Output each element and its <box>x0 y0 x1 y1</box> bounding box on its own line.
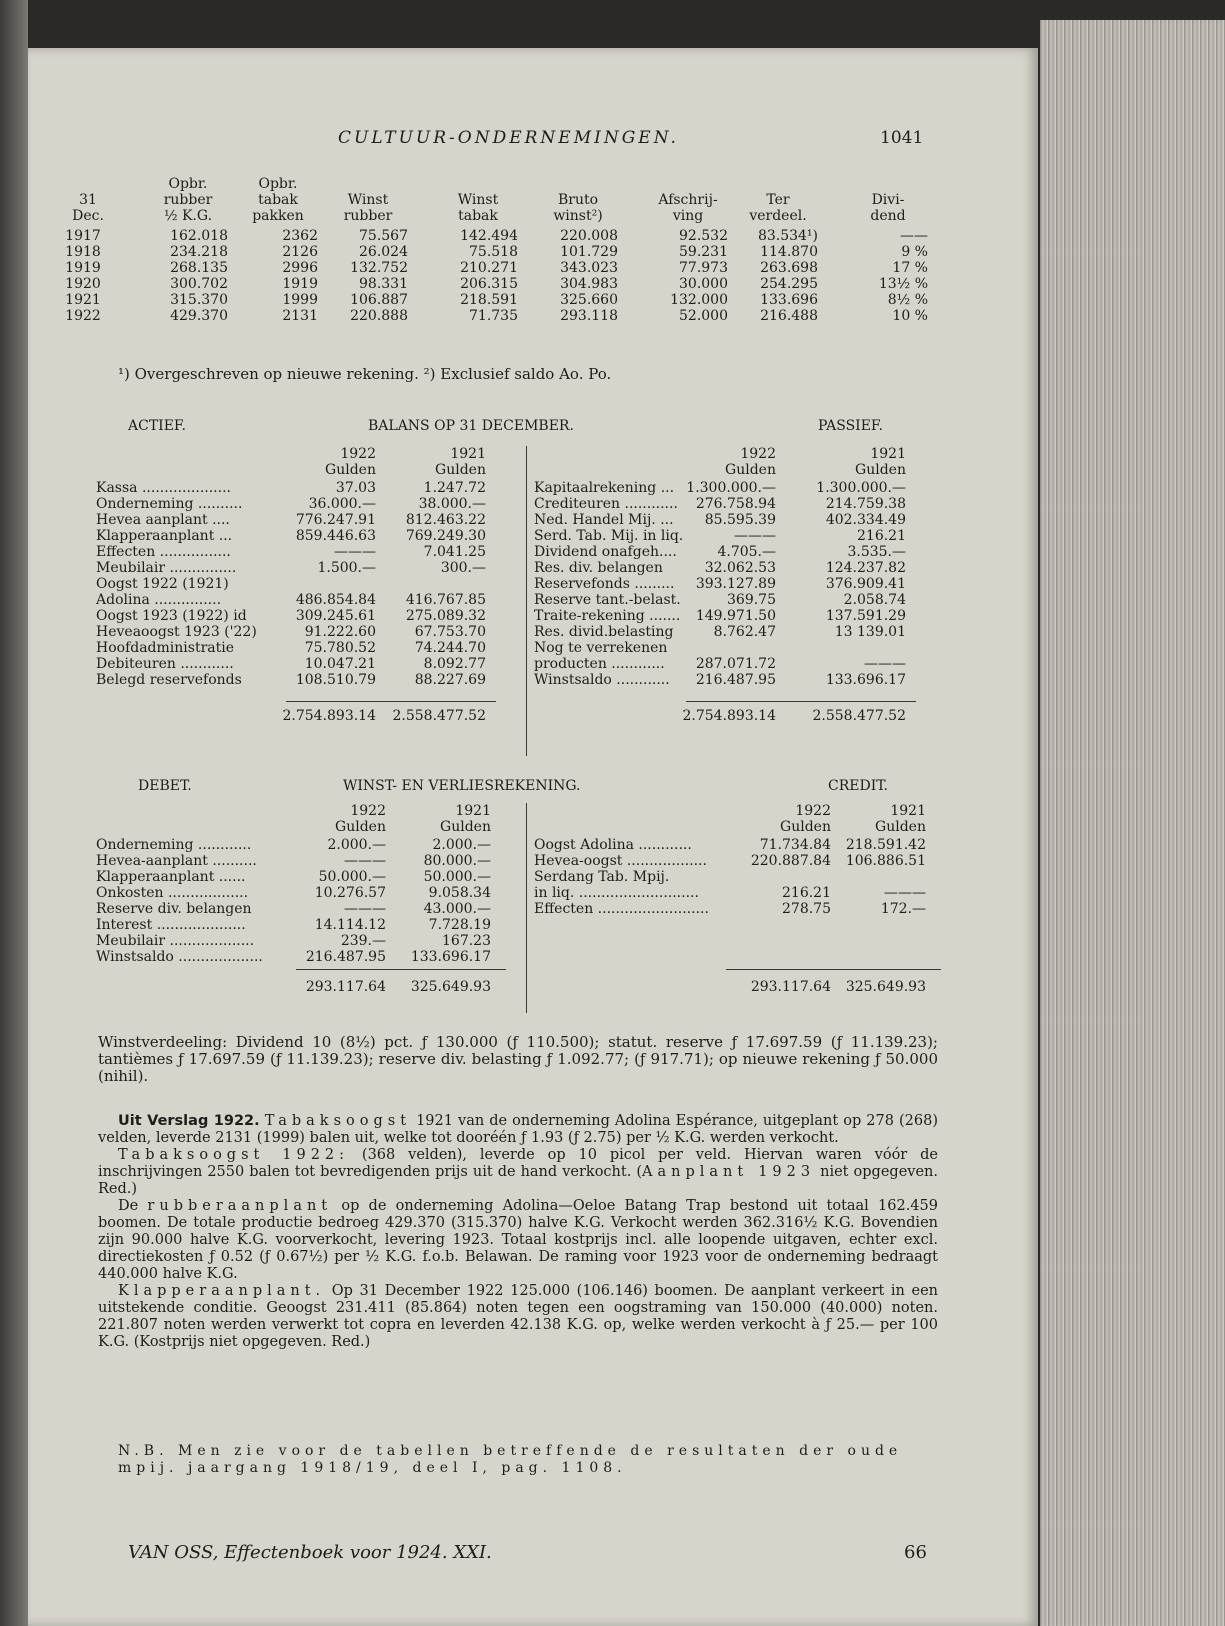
results-year: 1920 <box>65 276 101 292</box>
actief-value-1921: 275.089.32 <box>405 608 486 624</box>
verslag-p3-lead: De <box>118 1198 148 1214</box>
passief-label: Crediteuren ............ <box>534 496 678 512</box>
results-cell: 220.888 <box>350 308 408 324</box>
results-year: 1919 <box>65 260 101 276</box>
debet-value-1922: 216.487.95 <box>305 949 386 965</box>
actief-value-1922: 859.446.63 <box>295 528 376 544</box>
debet-value-1921: 43.000.— <box>423 901 491 917</box>
verslag-p4-keyword: Klapperaanplant. <box>118 1283 326 1299</box>
results-cell: 13½ % <box>878 276 928 292</box>
actief-label: Onderneming .......... <box>96 496 243 512</box>
results-cell: 101.729 <box>560 244 618 260</box>
passief-value-1922: 287.071.72 <box>695 656 776 672</box>
passief-label: Traite-rekening ....... <box>534 608 681 624</box>
balans-unit: Gulden <box>855 462 906 478</box>
debet-value-1921: 7.728.19 <box>428 917 491 933</box>
passief-value-1921: 133.696.17 <box>825 672 906 688</box>
verslag-p1: 1921 van de onderneming Adolina Espérance, uitgeplant op 278 (268) velden, leverde 2131 (1999) balen uit, welke tot dooréén ƒ 1.93 (ƒ 2.75) per ½ K.G. werden verkocht. <box>98 1113 938 1146</box>
debet-label: Winstsaldo ................... <box>96 949 263 965</box>
results-col-header: Divi- <box>871 192 905 208</box>
results-year: 1918 <box>65 244 101 260</box>
results-col-header: ½ K.G. <box>163 208 213 224</box>
results-col-header: Opbr. <box>168 176 208 192</box>
verslag-heading: Uit Verslag 1922. <box>118 1113 260 1129</box>
balans-year: 1922 <box>740 446 776 462</box>
credit-value-1921: 218.591.42 <box>845 837 926 853</box>
passief-label: Res. divid.belasting <box>534 624 674 640</box>
passief-label: Ned. Handel Mij. ... <box>534 512 674 528</box>
results-year: 1921 <box>65 292 101 308</box>
credit-label: Oogst Adolina ............ <box>534 837 692 853</box>
credit-total-1921: 325.649.93 <box>845 979 926 995</box>
results-col-header: dend <box>870 208 906 224</box>
credit-value-1922: 216.21 <box>782 885 831 901</box>
results-cell: 52.000 <box>679 308 728 324</box>
results-col-header: pakken <box>252 208 304 224</box>
debet-value-1922: ——— <box>344 901 386 917</box>
debet-label: Meubilair ................... <box>96 933 255 949</box>
results-col-header: Opbr. <box>258 176 298 192</box>
results-col-header: tabak <box>258 192 298 208</box>
results-cell: 17 % <box>892 260 928 276</box>
debet-value-1922: 239.— <box>340 933 386 949</box>
balans-year: 1922 <box>340 446 376 462</box>
actief-value-1922: 75.780.52 <box>304 640 376 656</box>
credit-value-1921: ——— <box>884 885 926 901</box>
results-year: 1922 <box>65 308 101 324</box>
balans-title: BALANS OP 31 DECEMBER. <box>368 418 574 434</box>
debet-value-1922: ——— <box>344 853 386 869</box>
passief-value-1922: 85.595.39 <box>704 512 776 528</box>
passief-label: Winstsaldo ............ <box>534 672 670 688</box>
debet-value-1921: 167.23 <box>442 933 491 949</box>
balans-year: 1921 <box>450 446 486 462</box>
passief-value-1921: 402.334.49 <box>825 512 906 528</box>
debet-label: Hevea-aanplant .......... <box>96 853 257 869</box>
actief-label: Klapperaanplant ... <box>96 528 233 544</box>
actief-value-1921: 769.249.30 <box>405 528 486 544</box>
results-cell: 268.135 <box>170 260 228 276</box>
debet-label: Interest .................... <box>96 917 246 933</box>
results-year: 1917 <box>65 228 101 244</box>
footer-number: 66 <box>904 1542 927 1563</box>
page-number: 1041 <box>880 128 924 148</box>
credit-label: Hevea-oogst .................. <box>534 853 707 869</box>
wv-year: 1922 <box>795 803 831 819</box>
results-cell: 315.370 <box>170 292 228 308</box>
nb-note: N.B. Men zie voor de tabellen betreffende de resultaten der oude mpij. jaargang 1918/19, deel I, pag. 1108. <box>118 1443 903 1476</box>
results-cell: 216.488 <box>760 308 818 324</box>
actief-label: Belegd reservefonds <box>96 672 242 688</box>
wv-divider <box>526 803 527 1013</box>
actief-value-1922: 309.245.61 <box>295 608 376 624</box>
passief-value-1921: 376.909.41 <box>825 576 906 592</box>
actief-value-1921: 300.— <box>440 560 486 576</box>
results-cell: 300.702 <box>170 276 228 292</box>
debet-value-1921: 2.000.— <box>432 837 491 853</box>
actief-label: Debiteuren ............ <box>96 656 234 672</box>
passief-value-1921: 2.058.74 <box>843 592 906 608</box>
credit-value-1921: 172.— <box>880 901 926 917</box>
page-edges <box>1040 20 1225 1626</box>
wv-title: WINST- EN VERLIESREKENING. <box>343 778 581 794</box>
results-col-header: rubber <box>163 192 213 208</box>
results-cell: 132.752 <box>350 260 408 276</box>
actief-value-1921: 74.244.70 <box>414 640 486 656</box>
verslag-p4: Op 31 December 1922 125.000 (106.146) boomen. De aanplant verkeert in een uitstekende conditie. Geoogst 231.411 (85.864) noten tegen een oogstraming van 150.000 (40.000) noten. 221.807 noten werden verwerkt tot copra en leverden 42.138 K.G. op, welke werden verkocht à ƒ 25.— per 100 K.G. (Kostprijs niet opgegeven. Red.) <box>98 1283 938 1350</box>
wv-unit: Gulden <box>780 819 831 835</box>
passief-label: Nog te verrekenen <box>534 640 668 656</box>
actief-label: Heveaoogst 1923 ('22) <box>96 624 257 640</box>
balans-unit: Gulden <box>725 462 776 478</box>
balans-unit: Gulden <box>435 462 486 478</box>
debet-value-1922: 10.276.57 <box>314 885 386 901</box>
results-cell: 220.008 <box>560 228 618 244</box>
wv-table <box>96 803 976 1023</box>
results-col-header: verdeel. <box>749 208 807 224</box>
debet-value-1921: 133.696.17 <box>410 949 491 965</box>
debet-value-1922: 50.000.— <box>318 869 386 885</box>
results-cell: 218.591 <box>460 292 518 308</box>
results-col-header: 31 <box>79 192 97 208</box>
results-col-header: Dec. <box>72 208 104 224</box>
results-col-header: Bruto <box>557 192 599 208</box>
results-cell: 92.532 <box>679 228 728 244</box>
credit-total-rule <box>726 969 941 970</box>
actief-value-1922: 10.047.21 <box>304 656 376 672</box>
passief-value-1922: 369.75 <box>727 592 776 608</box>
actief-value-1922: 37.03 <box>335 480 376 496</box>
results-cell: 133.696 <box>760 292 818 308</box>
results-cell: 325.660 <box>560 292 618 308</box>
actief-label: Oogst 1923 (1922) id <box>96 608 247 624</box>
passief-value-1921: 214.759.38 <box>825 496 906 512</box>
results-col-header: Winst <box>347 192 389 208</box>
wv-year: 1921 <box>890 803 926 819</box>
actief-label: Kassa .................... <box>96 480 231 496</box>
passief-value-1921: 216.21 <box>857 528 906 544</box>
results-cell: 59.231 <box>679 244 728 260</box>
results-cell: 210.271 <box>460 260 518 276</box>
actief-label: Adolina ............... <box>96 592 222 608</box>
verslag-p2-keyword: Tabaksoogst 1922: <box>118 1147 350 1163</box>
results-cell: 114.870 <box>760 244 818 260</box>
debet-label: Onkosten .................. <box>96 885 249 901</box>
results-cell: 75.567 <box>359 228 408 244</box>
actief-label: Meubilair ............... <box>96 560 237 576</box>
results-cell: 71.735 <box>469 308 518 324</box>
debet-value-1922: 2.000.— <box>327 837 386 853</box>
results-cell: 293.118 <box>560 308 618 324</box>
debet-total-rule <box>296 969 506 970</box>
winstverdeeling: Winstverdeeling: Dividend 10 (8½) pct. ƒ 130.000 (ƒ 110.500); statut. reserve ƒ 17.697.59 (ƒ 11.139.23); tantièmes ƒ 17.697.59 (ƒ 11.139.23); reserve div. belasting ƒ 1.092.77; (ƒ 917.71); op nieuwe rekening ƒ 50.000 (nihil). <box>98 1033 938 1085</box>
results-cell: 206.315 <box>460 276 518 292</box>
results-cell: 98.331 <box>359 276 408 292</box>
passief-value-1922: 216.487.95 <box>695 672 776 688</box>
actief-value-1922: 36.000.— <box>308 496 376 512</box>
actief-value-1921: 88.227.69 <box>414 672 486 688</box>
debet-value-1922: 14.114.12 <box>314 917 386 933</box>
verslag <box>98 1113 938 1351</box>
wv-debet-title: DEBET. <box>138 778 192 794</box>
credit-value-1922: 220.887.84 <box>750 853 831 869</box>
results-col-header: tabak <box>458 208 498 224</box>
wv-credit-title: CREDIT. <box>828 778 888 794</box>
passief-total-rule <box>686 701 916 702</box>
actief-label: Hevea aanplant .... <box>96 512 230 528</box>
wv-year: 1922 <box>350 803 386 819</box>
passief-value-1921: ——— <box>864 656 906 672</box>
results-cell: 2362 <box>282 228 318 244</box>
results-col-header: Winst <box>457 192 499 208</box>
credit-total-1922: 293.117.64 <box>750 979 831 995</box>
results-cell: 142.494 <box>460 228 518 244</box>
results-cell: 343.023 <box>560 260 618 276</box>
balans-passief-title: PASSIEF. <box>818 418 883 434</box>
balans-year: 1921 <box>870 446 906 462</box>
passief-label: Dividend onafgeh.... <box>534 544 677 560</box>
actief-value-1921: 1.247.72 <box>423 480 486 496</box>
actief-value-1922: 1.500.— <box>317 560 376 576</box>
wv-year: 1921 <box>455 803 491 819</box>
results-cell: 9 % <box>901 244 928 260</box>
debet-label: Reserve div. belangen <box>96 901 252 917</box>
results-cell: 263.698 <box>760 260 818 276</box>
actief-value-1922: 776.247.91 <box>295 512 376 528</box>
results-cell: 2131 <box>282 308 318 324</box>
results-col-header: Ter <box>766 192 790 208</box>
results-footnote: ¹) Overgeschreven op nieuwe rekening. ²) Exclusief saldo Ao. Po. <box>118 365 612 383</box>
credit-label: in liq. ........................... <box>534 885 699 901</box>
results-cell: 30.000 <box>679 276 728 292</box>
actief-label: Oogst 1922 (1921) <box>96 576 229 592</box>
passief-label: producten ............ <box>534 656 665 672</box>
actief-value-1921: 416.767.85 <box>405 592 486 608</box>
credit-value-1922: 71.734.84 <box>759 837 831 853</box>
results-cell: 2126 <box>282 244 318 260</box>
results-cell: 304.983 <box>560 276 618 292</box>
passief-value-1922: ——— <box>734 528 776 544</box>
balans-actief-title: ACTIEF. <box>128 418 186 434</box>
wv-unit: Gulden <box>335 819 386 835</box>
passief-total-1922: 2.754.893.14 <box>682 708 776 724</box>
results-cell: 429.370 <box>170 308 228 324</box>
actief-value-1922: 108.510.79 <box>295 672 376 688</box>
passief-value-1922: 32.062.53 <box>704 560 776 576</box>
actief-value-1921: 8.092.77 <box>423 656 486 672</box>
passief-label: Reservefonds ......... <box>534 576 675 592</box>
actief-label: Hoofdadministratie <box>96 640 235 656</box>
results-cell: 1919 <box>282 276 318 292</box>
debet-value-1921: 80.000.— <box>423 853 491 869</box>
verslag-p2-keyword2: Aanplant 1923 <box>642 1164 816 1180</box>
passief-value-1922: 1.300.000.— <box>686 480 776 496</box>
passief-value-1921: 137.591.29 <box>825 608 906 624</box>
results-cell: 106.887 <box>350 292 408 308</box>
balans-divider <box>526 446 527 756</box>
actief-value-1921: 812.463.22 <box>405 512 486 528</box>
results-cell: 132.000 <box>670 292 728 308</box>
passief-value-1922: 393.127.89 <box>695 576 776 592</box>
passief-value-1921: 1.300.000.— <box>816 480 906 496</box>
credit-label: Serdang Tab. Mpij. <box>534 869 670 885</box>
actief-value-1921: 38.000.— <box>418 496 486 512</box>
debet-total-1922: 293.117.64 <box>305 979 386 995</box>
results-table <box>65 176 968 366</box>
passief-label: Kapitaalrekening ... <box>534 480 675 496</box>
passief-value-1921: 124.237.82 <box>825 560 906 576</box>
balans-table <box>96 446 976 806</box>
results-cell: 77.973 <box>679 260 728 276</box>
credit-value-1922: 278.75 <box>782 901 831 917</box>
debet-label: Onderneming ............ <box>96 837 252 853</box>
debet-total-1921: 325.649.93 <box>410 979 491 995</box>
verslag-p1-keyword: Tabaksoogst <box>264 1113 412 1129</box>
passief-total-1921: 2.558.477.52 <box>812 708 906 724</box>
passief-value-1921: 3.535.— <box>847 544 906 560</box>
balans-unit: Gulden <box>325 462 376 478</box>
running-title: CULTUUR-ONDERNEMINGEN. <box>338 128 679 148</box>
passief-value-1922: 149.971.50 <box>695 608 776 624</box>
results-col-header: ving <box>672 208 704 224</box>
debet-value-1921: 50.000.— <box>423 869 491 885</box>
results-cell: 75.518 <box>469 244 518 260</box>
debet-value-1921: 9.058.34 <box>428 885 491 901</box>
results-cell: 26.024 <box>359 244 408 260</box>
passief-value-1922: 276.758.94 <box>695 496 776 512</box>
verslag-p3: op de onderneming Adolina—Oeloe Batang Trap bestond uit totaal 162.459 boomen. De totale productie bedroeg 429.370 (315.370) halve K.G. Verkocht werden 362.316½ K.G. Bovendien zijn 90.000 halve K.G. voorverkocht, levering 1923. Totaal kostprijs incl. alle loopende uitgaven, echter excl. directiekosten ƒ 0.52 (ƒ 0.67½) per ½ K.G. f.o.b. Belawan. De raming voor 1923 voor de onderneming bedraagt 440.000 halve K.G. <box>98 1198 938 1282</box>
wv-unit: Gulden <box>875 819 926 835</box>
passief-label: Serd. Tab. Mij. in liq. <box>534 528 684 544</box>
results-cell: —— <box>900 228 928 244</box>
passief-value-1922: 4.705.— <box>717 544 776 560</box>
actief-total-1921: 2.558.477.52 <box>392 708 486 724</box>
results-cell: 162.018 <box>170 228 228 244</box>
passief-label: Res. div. belangen <box>534 560 663 576</box>
page <box>28 48 1038 1626</box>
passief-value-1922: 8.762.47 <box>713 624 776 640</box>
results-cell: 1999 <box>282 292 318 308</box>
results-col-header: rubber <box>343 208 393 224</box>
results-col-header: Afschrij- <box>658 192 718 208</box>
book-spine <box>0 0 28 1626</box>
verslag-p2-end: niet opgegeven. Red.) <box>98 1164 938 1197</box>
credit-value-1921: 106.886.51 <box>845 853 926 869</box>
actief-value-1922: ——— <box>334 544 376 560</box>
footer-title: VAN OSS, Effectenboek voor 1924. XXI. <box>128 1542 492 1563</box>
verslag-p2: (368 velden), leverde op 10 picol per veld. Hiervan waren vóór de inschrijvingen 2550 balen tot bevredigenden prijs uit de hand verkocht. ( <box>98 1147 938 1180</box>
actief-label: Effecten ................ <box>96 544 231 560</box>
credit-label: Effecten ......................... <box>534 901 709 917</box>
actief-value-1922: 486.854.84 <box>295 592 376 608</box>
results-cell: 234.218 <box>170 244 228 260</box>
results-cell: 8½ % <box>887 292 928 308</box>
actief-value-1921: 67.753.70 <box>414 624 486 640</box>
results-cell: 254.295 <box>760 276 818 292</box>
results-col-header: winst²) <box>553 208 603 224</box>
actief-total-1922: 2.754.893.14 <box>282 708 376 724</box>
results-cell: 10 % <box>892 308 928 324</box>
passief-label: Reserve tant.-belast. <box>534 592 681 608</box>
wv-unit: Gulden <box>440 819 491 835</box>
actief-value-1922: 91.222.60 <box>304 624 376 640</box>
verslag-p3-keyword: rubberaanplant <box>147 1198 333 1214</box>
actief-total-rule <box>286 701 496 702</box>
passief-value-1921: 13 139.01 <box>834 624 906 640</box>
results-cell: 83.534¹) <box>757 228 818 244</box>
actief-value-1921: 7.041.25 <box>423 544 486 560</box>
debet-label: Klapperaanplant ...... <box>96 869 246 885</box>
results-cell: 2996 <box>282 260 318 276</box>
